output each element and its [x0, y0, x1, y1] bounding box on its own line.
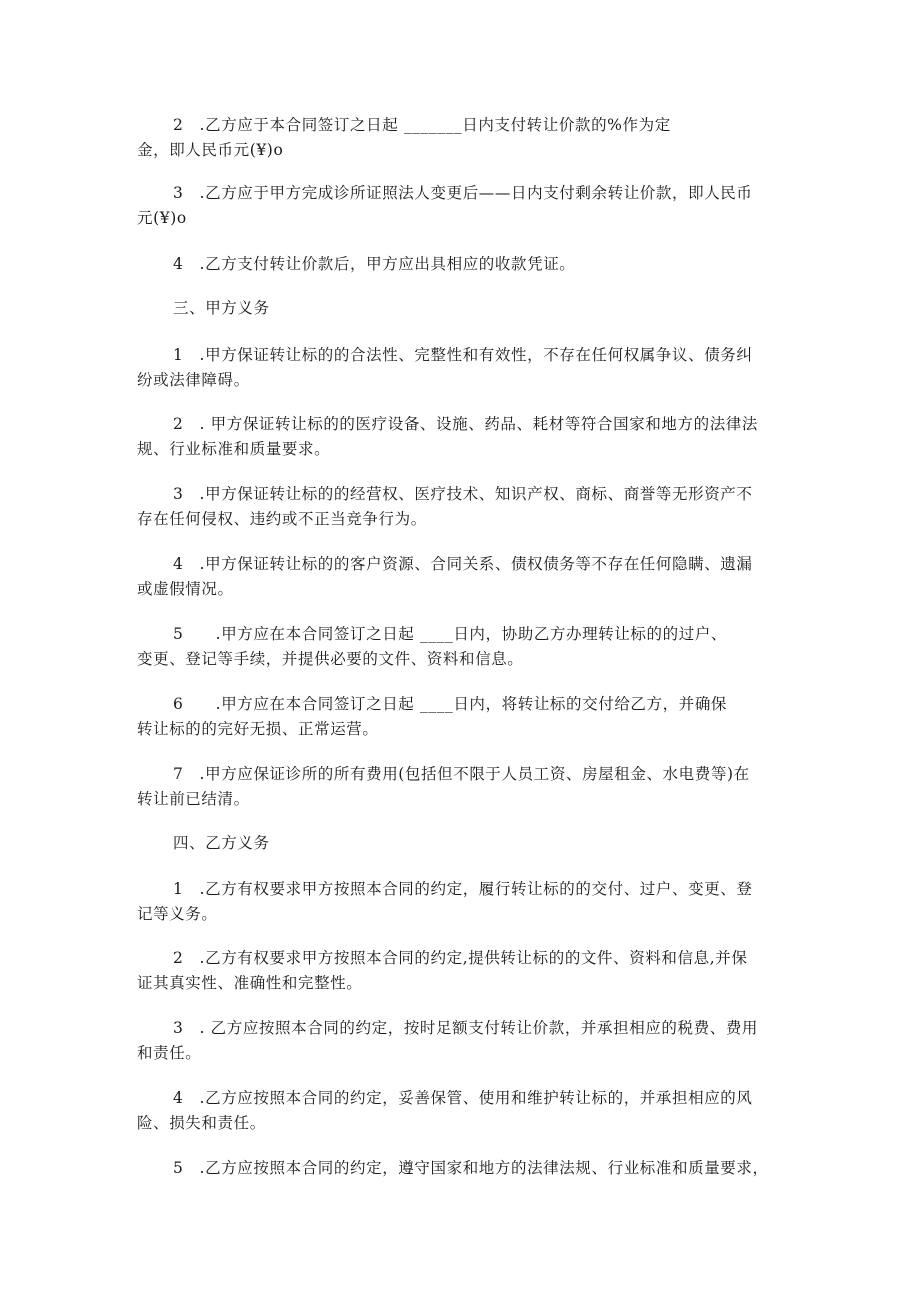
text-line: 转让标的的完好无损、正常运营。 [137, 720, 379, 738]
section-heading-jia-obligations [137, 296, 797, 321]
text-line: 2 .乙方有权要求甲方按照本合同的约定,提供转让标的的文件、资料和信息,并保 [173, 949, 748, 967]
text-line: 记等义务。 [137, 905, 218, 923]
clause-yi-obligation-1 [137, 877, 797, 927]
text-line: 3 .乙方应于甲方完成诊所证照法人变更后——日内支付剩余转让价款，即人民币 [173, 184, 753, 202]
clause-jia-2 [137, 412, 797, 462]
text-line: 险、损失和责任。 [137, 1114, 266, 1132]
text-line: 4 .甲方保证转让标的的客户资源、合同关系、债权债务等不存在任何隐瞒、遗漏 [173, 555, 753, 573]
text-line: 规、行业标准和质量要求。 [137, 440, 331, 458]
text-line: 5 .甲方应在本合同签订之日起 ____日内，协助乙方办理转让标的的过户、 [173, 625, 728, 643]
text-line: 和责任。 [137, 1044, 202, 1062]
clause-yi-3 [137, 181, 797, 231]
text-line: 2 .乙方应于本合同签订之日起 _______日内支付转让价款的%作为定 [173, 116, 671, 134]
text-line: 3 . 乙方应按照本合同的约定，按时足额支付转让价款，并承担相应的税费、费用 [173, 1019, 759, 1037]
text-line: 2 . 甲方保证转让标的的医疗设备、设施、药品、耗材等符合国家和地方的法律法 [173, 415, 759, 433]
text-line: 5 .乙方应按照本合同的约定，遵守国家和地方的法律法规、行业标准和质量要求， [173, 1159, 769, 1177]
clause-yi-obligation-3 [137, 1016, 797, 1066]
text-line: 4 .乙方支付转让价款后，甲方应出具相应的收款凭证。 [173, 255, 576, 273]
section-heading: 四、乙方义务 [173, 834, 270, 852]
text-line: 存在任何侵权、违约或不正当竞争行为。 [137, 510, 427, 528]
text-line: 7 .甲方应保证诊所的所有费用(包括但不限于人员工资、房屋租金、水电费等)在 [173, 765, 750, 783]
clause-jia-5 [137, 622, 797, 672]
text-line: 1 .乙方有权要求甲方按照本合同的约定，履行转让标的的交付、过户、变更、登 [173, 880, 753, 898]
clause-yi-4 [137, 252, 797, 277]
text-line: 纷或法律障碍。 [137, 371, 250, 389]
text-line: 6 .甲方应在本合同签订之日起 ____日内，将转让标的交付给乙方，并确保 [173, 695, 728, 713]
text-line: 或虚假情况。 [137, 580, 234, 598]
text-line: 1 .甲方保证转让标的的合法性、完整性和有效性，不存在任何权属争议、债务纠 [173, 346, 753, 364]
text-line: 4 .乙方应按照本合同的约定，妥善保管、使用和维护转让标的，并承担相应的风 [173, 1089, 753, 1107]
text-line: 转让前已结清。 [137, 790, 250, 808]
clause-yi-2 [137, 113, 797, 163]
text-line: 证其真实性、准确性和完整性。 [137, 974, 363, 992]
clause-jia-6 [137, 692, 797, 742]
clause-yi-obligation-2 [137, 946, 797, 996]
section-heading-yi-obligations [137, 831, 797, 856]
clause-jia-7 [137, 762, 797, 812]
clause-yi-obligation-5 [137, 1156, 797, 1181]
clause-jia-4 [137, 552, 797, 602]
text-line: 变更、登记等手续，并提供必要的文件、资料和信息。 [137, 650, 524, 668]
section-heading: 三、甲方义务 [173, 299, 270, 317]
clause-yi-obligation-4 [137, 1086, 797, 1136]
text-line: 3 .甲方保证转让标的的经营权、医疗技术、知识产权、商标、商誉等无形资产不 [173, 485, 753, 503]
clause-jia-1 [137, 343, 797, 393]
clause-jia-3 [137, 482, 797, 532]
text-line: 金，即人民币元(¥)o [137, 141, 284, 159]
text-line: 元(¥)o [137, 209, 187, 227]
